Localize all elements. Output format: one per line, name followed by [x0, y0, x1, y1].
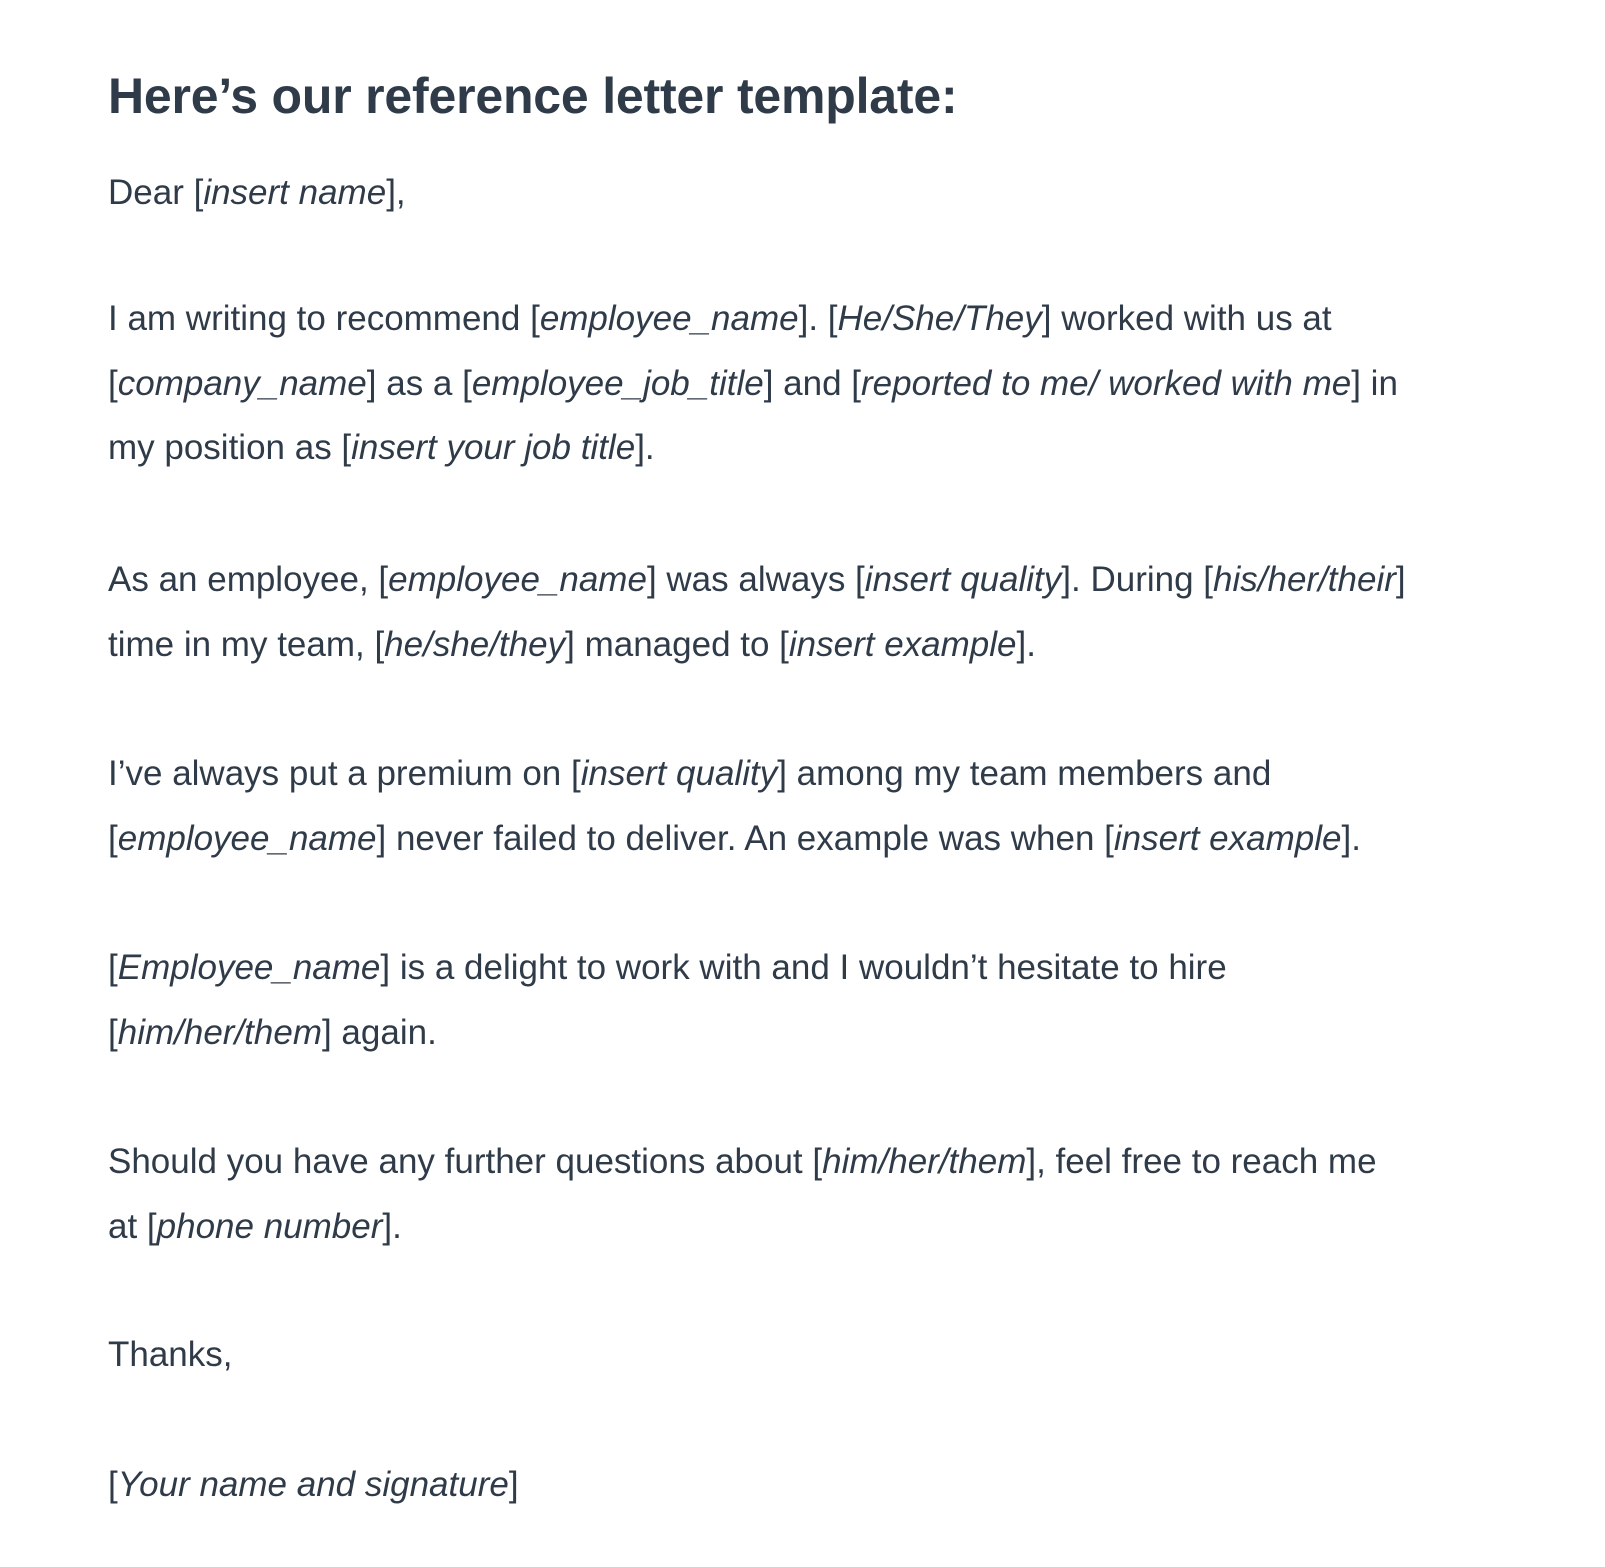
questions-text: at [ [108, 1206, 157, 1246]
quality-text: ]. During [ [1061, 560, 1214, 599]
intro-paragraph [108, 287, 1548, 481]
intro-text: ] worked with us at [1041, 299, 1332, 338]
intro-text: ] as a [ [366, 363, 472, 403]
intro-line-1 [108, 287, 1548, 352]
placeholder-insert-example: insert example [1113, 818, 1342, 858]
greeting-line [108, 161, 1548, 226]
placeholder-employee-name: Employee_name [117, 948, 381, 987]
questions-text: Should you have any further questions about [ [108, 1142, 823, 1181]
quality-text: ] [1395, 560, 1406, 599]
greeting-text: Dear [ [108, 173, 204, 212]
placeholder-insert-example: insert example [788, 624, 1017, 664]
placeholder-object-pronoun: him/her/them [822, 1142, 1027, 1181]
quality-paragraph [108, 548, 1548, 677]
questions-text: ]. [382, 1206, 402, 1246]
quality-text: time in my team, [ [108, 624, 385, 664]
placeholder-possessive-pronoun: his/her/their [1213, 560, 1396, 599]
placeholder-insert-quality: insert quality [864, 560, 1062, 599]
signature-line [108, 1453, 1548, 1518]
quality-text: ]. [1016, 624, 1036, 664]
closing-paragraph [108, 1323, 1548, 1388]
greeting-paragraph [108, 161, 1548, 226]
placeholder-employee-name: employee_name [388, 560, 647, 599]
signature-text: [ [108, 1465, 118, 1504]
premium-text: ] among my team members and [777, 754, 1272, 793]
premium-line-1 [108, 742, 1548, 807]
premium-text: ] never failed to deliver. An example was when [ [376, 818, 1114, 858]
placeholder-employee-job-title: employee_job_title [471, 363, 764, 403]
placeholder-insert-name: insert name [203, 173, 387, 212]
intro-text: ]. [635, 428, 655, 467]
delight-line-2 [108, 1001, 1548, 1066]
premium-paragraph [108, 742, 1548, 871]
quality-text: ] managed to [ [565, 624, 789, 664]
placeholder-subject-pronoun: he/she/they [384, 624, 566, 664]
intro-text: [ [108, 363, 118, 403]
questions-paragraph [108, 1130, 1548, 1259]
greeting-text: ], [386, 173, 406, 212]
delight-text: [ [108, 948, 118, 987]
delight-text: ] again. [321, 1012, 437, 1052]
delight-paragraph [108, 936, 1548, 1065]
placeholder-insert-quality: insert quality [580, 754, 778, 793]
delight-line-1 [108, 936, 1548, 1001]
intro-text: ]. [ [798, 299, 838, 338]
placeholder-object-pronoun: him/her/them [117, 1012, 322, 1052]
placeholder-employee-name: employee_name [117, 818, 377, 858]
placeholder-pronoun: He/She/They [837, 299, 1042, 338]
intro-line-3 [108, 416, 1548, 481]
placeholder-relationship: reported to me/ worked with me [861, 363, 1352, 403]
quality-line-1 [108, 548, 1548, 613]
signature-text: ] [508, 1465, 519, 1504]
intro-text: I am writing to recommend [ [108, 299, 540, 338]
placeholder-your-name-signature: Your name and signature [117, 1465, 509, 1504]
page-title: Here’s our reference letter template: [108, 68, 958, 124]
placeholder-phone-number: phone number [156, 1206, 383, 1246]
premium-line-2 [108, 807, 1548, 872]
closing-text: Thanks, [108, 1335, 233, 1374]
quality-line-2 [108, 613, 1548, 678]
signature-paragraph [108, 1453, 1548, 1518]
placeholder-company-name: company_name [117, 363, 367, 403]
placeholder-your-job-title: insert your job title [351, 428, 636, 467]
premium-text: [ [108, 818, 118, 858]
delight-text: [ [108, 1012, 118, 1052]
quality-text: ] was always [ [646, 560, 865, 599]
intro-text: ] in [1351, 363, 1398, 403]
quality-text: As an employee, [ [108, 560, 389, 599]
intro-text: my position as [ [108, 428, 352, 467]
questions-text: ], feel free to reach me [1026, 1142, 1377, 1181]
placeholder-employee-name: employee_name [539, 299, 799, 338]
premium-text: I’ve always put a premium on [ [108, 754, 581, 793]
questions-line-2 [108, 1195, 1548, 1260]
intro-line-2 [108, 352, 1548, 417]
delight-text: ] is a delight to work with and I wouldn’t hesitate to hire [380, 948, 1227, 987]
questions-line-1 [108, 1130, 1548, 1195]
intro-text: ] and [ [763, 363, 862, 403]
premium-text: ]. [1341, 818, 1361, 858]
